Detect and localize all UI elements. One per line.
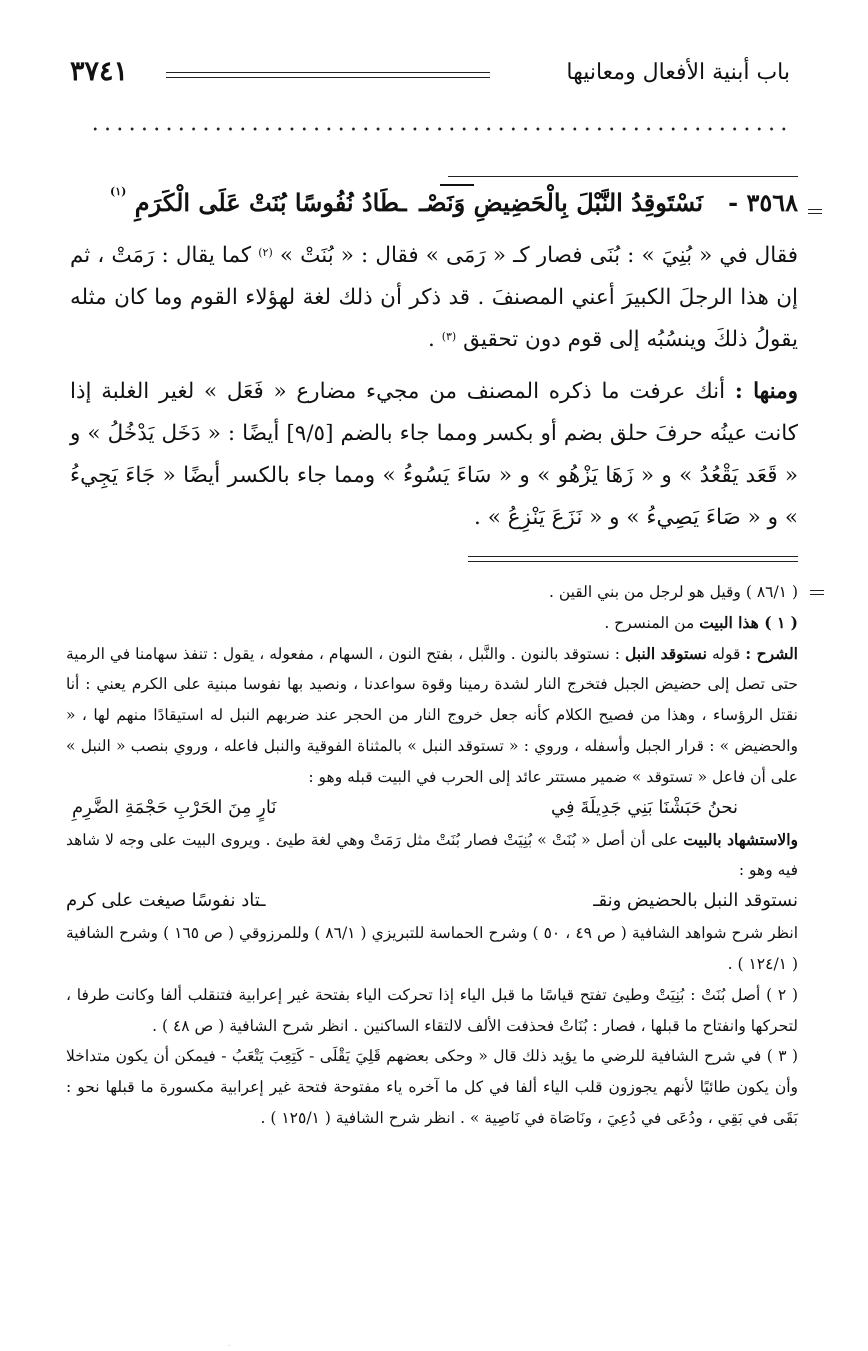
footnote-separator: [468, 556, 798, 562]
tatweel-stroke: [440, 184, 474, 186]
footnote-3: ( ٣ ) في شرح الشافية للرضي ما يؤيد ذلك قال « وحكى بعضهم قَلِيَ يَقْلَى - كَتِعِبَ يَتْعَبُ - فيمكن أن يكون متداخلا وأن يكون طائيًا لأنهم يجوزون قلب الياء ألفا في كل ما آخره ياء مفتوحة فتحة غير إعرابية مكسورة ما قبلها نحو : بَقَى في بَقِي ، ودُعَى في دُعِيَ ، ونَاصَاة في نَاصِية » . انظر شرح الشافية ( ١٢٥/١ ) .: [66, 1047, 798, 1127]
scan-mark: .: [228, 1339, 231, 1348]
footnotes: [66, 577, 798, 1134]
page-number: ٣٧٤١: [70, 56, 129, 87]
running-header: [70, 58, 790, 92]
footnote-ref-2: (٢): [258, 246, 273, 259]
footnote-1-references: انظر شرح شواهد الشافية ( ص ٤٩ ، ٥٠ ) وشرح الحماسة للتبريزي ( ٨٦/١ ) وللمرزوقي ( ص ١٦٥ ) وشرح الشافية ( ١٢٤/١ ) .: [66, 924, 799, 973]
verse-line: [110, 180, 798, 230]
footnote-2: ( ٢ ) أصل بُنَتْ : بُنِيَتْ وطيئ تفتح قياسًا ما قبل الياء إذا تحركت الياء بفتحة غير إعرابية فتنقلب ألفا وكانت طرفا ، لتحركها وانفتاح ما قبلها ، فصار : بُنَاتْ فحذفت الألف لالتقاء الساكنين . انظر شرح الشافية ( ص ٤٨ ) .: [66, 985, 798, 1035]
header-double-rule: [166, 72, 490, 78]
dotted-separator: [90, 126, 790, 132]
footnote-1-sharh: الشرح : قوله نستوقد النبل : نستوقد بالنون . والنَّبل ، بفتح النون ، السهام ، مفعوله ، يقول : تنفذ سهامنا في الرمية حتى تصل إلى حضيض الجبل فتخرج النار لشدة رمينا وقوة سواعدنا ، ونصيد بها نفوسا مبنية على الكرم يعني : أنا نقتل الرؤساء ، وهذا من فصيح الكلام كأنه جعل خروج النار من الحجر عند ضربهم النبل له استيقادًا منهم لها ، « والحضيض » : قرار الجبل وأسفله ، وروي : « تستوقد النبل » بالمثناة الفوقية والنبل فاعله ، وروي بنصب « النبل » على أن فاعل « تستوقد » ضمير مستتر عائد إلى الحرب في البيت قبله وهو :: [66, 643, 798, 786]
footnote-continuation: ( ٨٦/١ ) وقيل هو لرجل من بني القين .: [548, 583, 798, 601]
poem-line-2: [66, 886, 798, 918]
poem-1-hemistich-2: نَارٍ مِنَ الحَرْبِ حَجْمَةِ الضَّرِمِ: [72, 796, 277, 818]
poem-2-hemistich-2: ـتاد نفوسًا صيغت على كرم: [66, 890, 266, 912]
margin-mark: [808, 209, 822, 214]
poem-2-hemistich-1: نستوقد النبل بالحضيض ونقـ: [593, 890, 798, 912]
section-rule: [448, 176, 798, 177]
footnote-ref-1: (١): [110, 185, 127, 198]
margin-mark: [810, 590, 824, 595]
paragraph-2: ومنها : أنك عرفت ما ذكره المصنف من مجيء مضارع « فَعَل » لغير الغلبة إذا كانت عينُه حرفَ حلق بضم أو بكسر ومما جاء بالضم [٩/٥] أيضًا : « دَخَل يَدْخُلُ » و « قَعَد يَقْعُدُ » و « زَهَا يَزْهُو » و « سَاءَ يَسُوءُ » ومما جاء بالكسر أيضًا « جَاءَ يَجِيءُ » و « صَاءَ يَصِيءُ » و « نَزَعَ يَنْزِعُ » .: [70, 379, 798, 530]
verse-number: ٣٥٦٨ -: [728, 188, 798, 217]
verse-hemistich-2: ـطَادُ نُفُوسًا بُنَتْ عَلَى الْكَرَمِ $^{(١)}$: [110, 185, 407, 217]
poem-line-1: [66, 793, 798, 825]
footnote-ref-3: (٣): [441, 330, 457, 343]
paragraph-lead: ومنها :: [734, 379, 798, 404]
footnote-1-istishhad: والاستشهاد بالبيت على أن أصل « بُنَتْ » بُنِيَتْ فصار بُنَتْ مثل رَمَتْ وهي لغة طيئ . ويروى البيت على وجه لا شاهد فيه وهو :: [66, 829, 799, 880]
chapter-title: باب أبنية الأفعال ومعانيها: [566, 60, 790, 85]
verse-hemistich-1: نَسْتَوقِدُ النَّبْلَ بِالْحَضِيضِ وَنَصْـ: [419, 188, 703, 217]
paragraph-1: فقال في « بُنِيَ » : بُنَى فصار كـ « رَمَى » فقال : « بُنَتْ » $^{(٢)}$ كما يقال : رَمَتْ ، ثم إن هذا الرجلَ الكبيرَ أعني المصنفَ . قد ذكر أن ذلك لغة لهؤلاء القوم وما كان مثله يقولُ ذلكَ وينسُبُه إلى قوم دون تحقيق $^{(٣)}$ .: [70, 243, 799, 352]
poem-1-hemistich-1: نحنُ حَبَشْنَا بَنِي جَدِيلَةَ فِي: [551, 796, 738, 818]
footnote-1: ( ١ ) هذا البيت من المنسرح .: [604, 612, 798, 632]
main-text: [70, 235, 798, 539]
